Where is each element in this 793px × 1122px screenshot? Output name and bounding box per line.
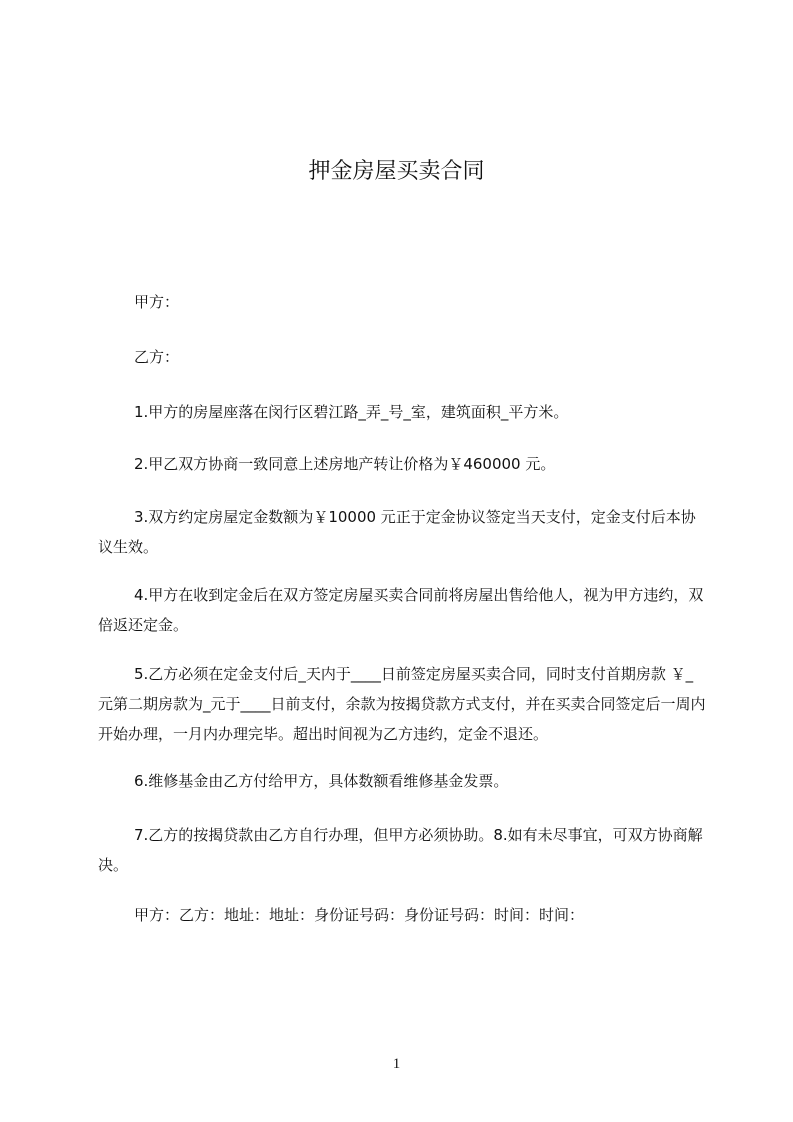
clause-7-8: 7.乙方的按揭贷款由乙方自行办理，但甲方必须协助。8.如有未尽事宜，可双方协商解决。 bbox=[98, 826, 703, 874]
clause-2: 2.甲乙双方协商一致同意上述房地产转让价格为￥460000 元。 bbox=[134, 455, 556, 473]
document-title: 押金房屋买卖合同 bbox=[308, 158, 485, 184]
party-a-label: 甲方： bbox=[134, 293, 180, 311]
clause-4: 4.甲方在收到定金后在双方签定房屋买卖合同前将房屋出售给他人，视为甲方违约，双倍返还定金。 bbox=[98, 586, 704, 634]
page-number: 1 bbox=[392, 1056, 401, 1072]
clause-1: 1.甲方的房屋座落在闵行区碧江路_弄_号_室，建筑面积_平方米。 bbox=[134, 403, 569, 421]
party-b-label: 乙方： bbox=[134, 348, 180, 366]
clause-3: 3.双方约定房屋定金数额为￥10000 元正于定金协议签定当天支付，定金支付后本协议生效。 bbox=[98, 508, 696, 556]
signature-fields: 甲方：乙方：地址：地址：身份证号码：身份证号码：时间：时间： bbox=[134, 906, 585, 924]
clause-6: 6.维修基金由乙方付给甲方，具体数额看维修基金发票。 bbox=[134, 772, 509, 790]
clause-5: 5.乙方必须在定金支付后_天内于____日前签定房屋买卖合同，同时支付首期房款 ￥_元第二期房款为_元于____日前支付，余款为按揭贷款方式支付，并在买卖合同签定后一周内开始办理，一月内办理完毕。超出时间视为乙方违约，定金不退还。 bbox=[98, 665, 706, 743]
